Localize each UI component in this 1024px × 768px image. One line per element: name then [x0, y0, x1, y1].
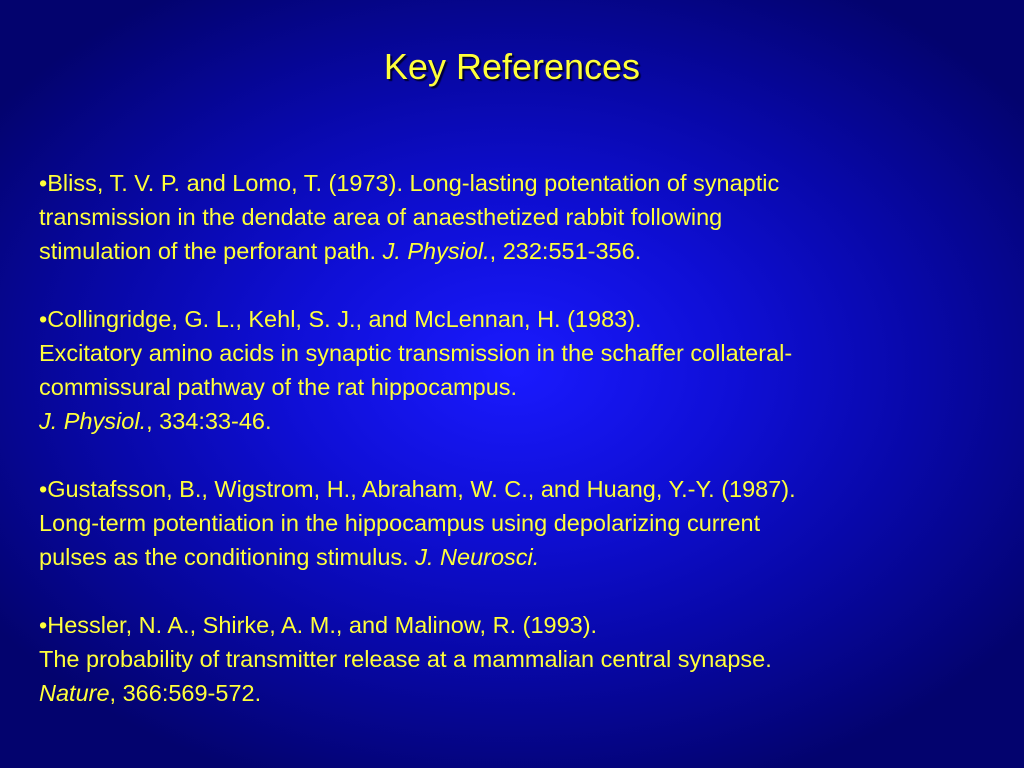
reference-bliss-1973 — [39, 166, 999, 268]
journal-name: J. Physiol. — [382, 238, 490, 264]
reference-line: Excitatory amino acids in synaptic transmission in the schaffer collateral- — [39, 340, 793, 366]
citation-details: , 334:33-46. — [146, 408, 272, 434]
journal-name: Nature — [39, 680, 110, 706]
reference-line — [39, 676, 999, 710]
reference-text: pulses as the conditioning stimulus. — [39, 544, 416, 570]
reference-line — [39, 404, 999, 438]
reference-collingridge-1983 — [39, 302, 999, 438]
reference-line: The probability of transmitter release at a mammalian central synapse. — [39, 646, 772, 672]
reference-line: •Bliss, T. V. P. and Lomo, T. (1973). Long-lasting potentation of synaptic — [39, 170, 780, 196]
journal-name: J. Physiol. — [39, 408, 147, 434]
reference-line: •Gustafsson, B., Wigstrom, H., Abraham, W. C., and Huang, Y.-Y. (1987). — [39, 476, 796, 502]
reference-text: stimulation of the perforant path. — [39, 238, 383, 264]
citation-details: , 366:569-572. — [109, 680, 262, 706]
reference-line: Long-term potentiation in the hippocampus using depolarizing current — [39, 510, 761, 536]
reference-line: •Collingridge, G. L., Kehl, S. J., and McLennan, H. (1983). — [39, 306, 642, 332]
reference-list — [39, 166, 999, 710]
citation-details: , 232:551-356. — [489, 238, 642, 264]
reference-line — [39, 540, 999, 574]
reference-line: transmission in the dendate area of anaesthetized rabbit following — [39, 204, 723, 230]
reference-line: commissural pathway of the rat hippocampus. — [39, 374, 518, 400]
reference-line: •Hessler, N. A., Shirke, A. M., and Malinow, R. (1993). — [39, 612, 598, 638]
journal-name: J. Neurosci. — [415, 544, 540, 570]
reference-gustafsson-1987 — [39, 472, 999, 574]
slide-title: Key References — [383, 46, 641, 87]
reference-hessler-1993 — [39, 608, 999, 710]
reference-line — [39, 234, 999, 268]
